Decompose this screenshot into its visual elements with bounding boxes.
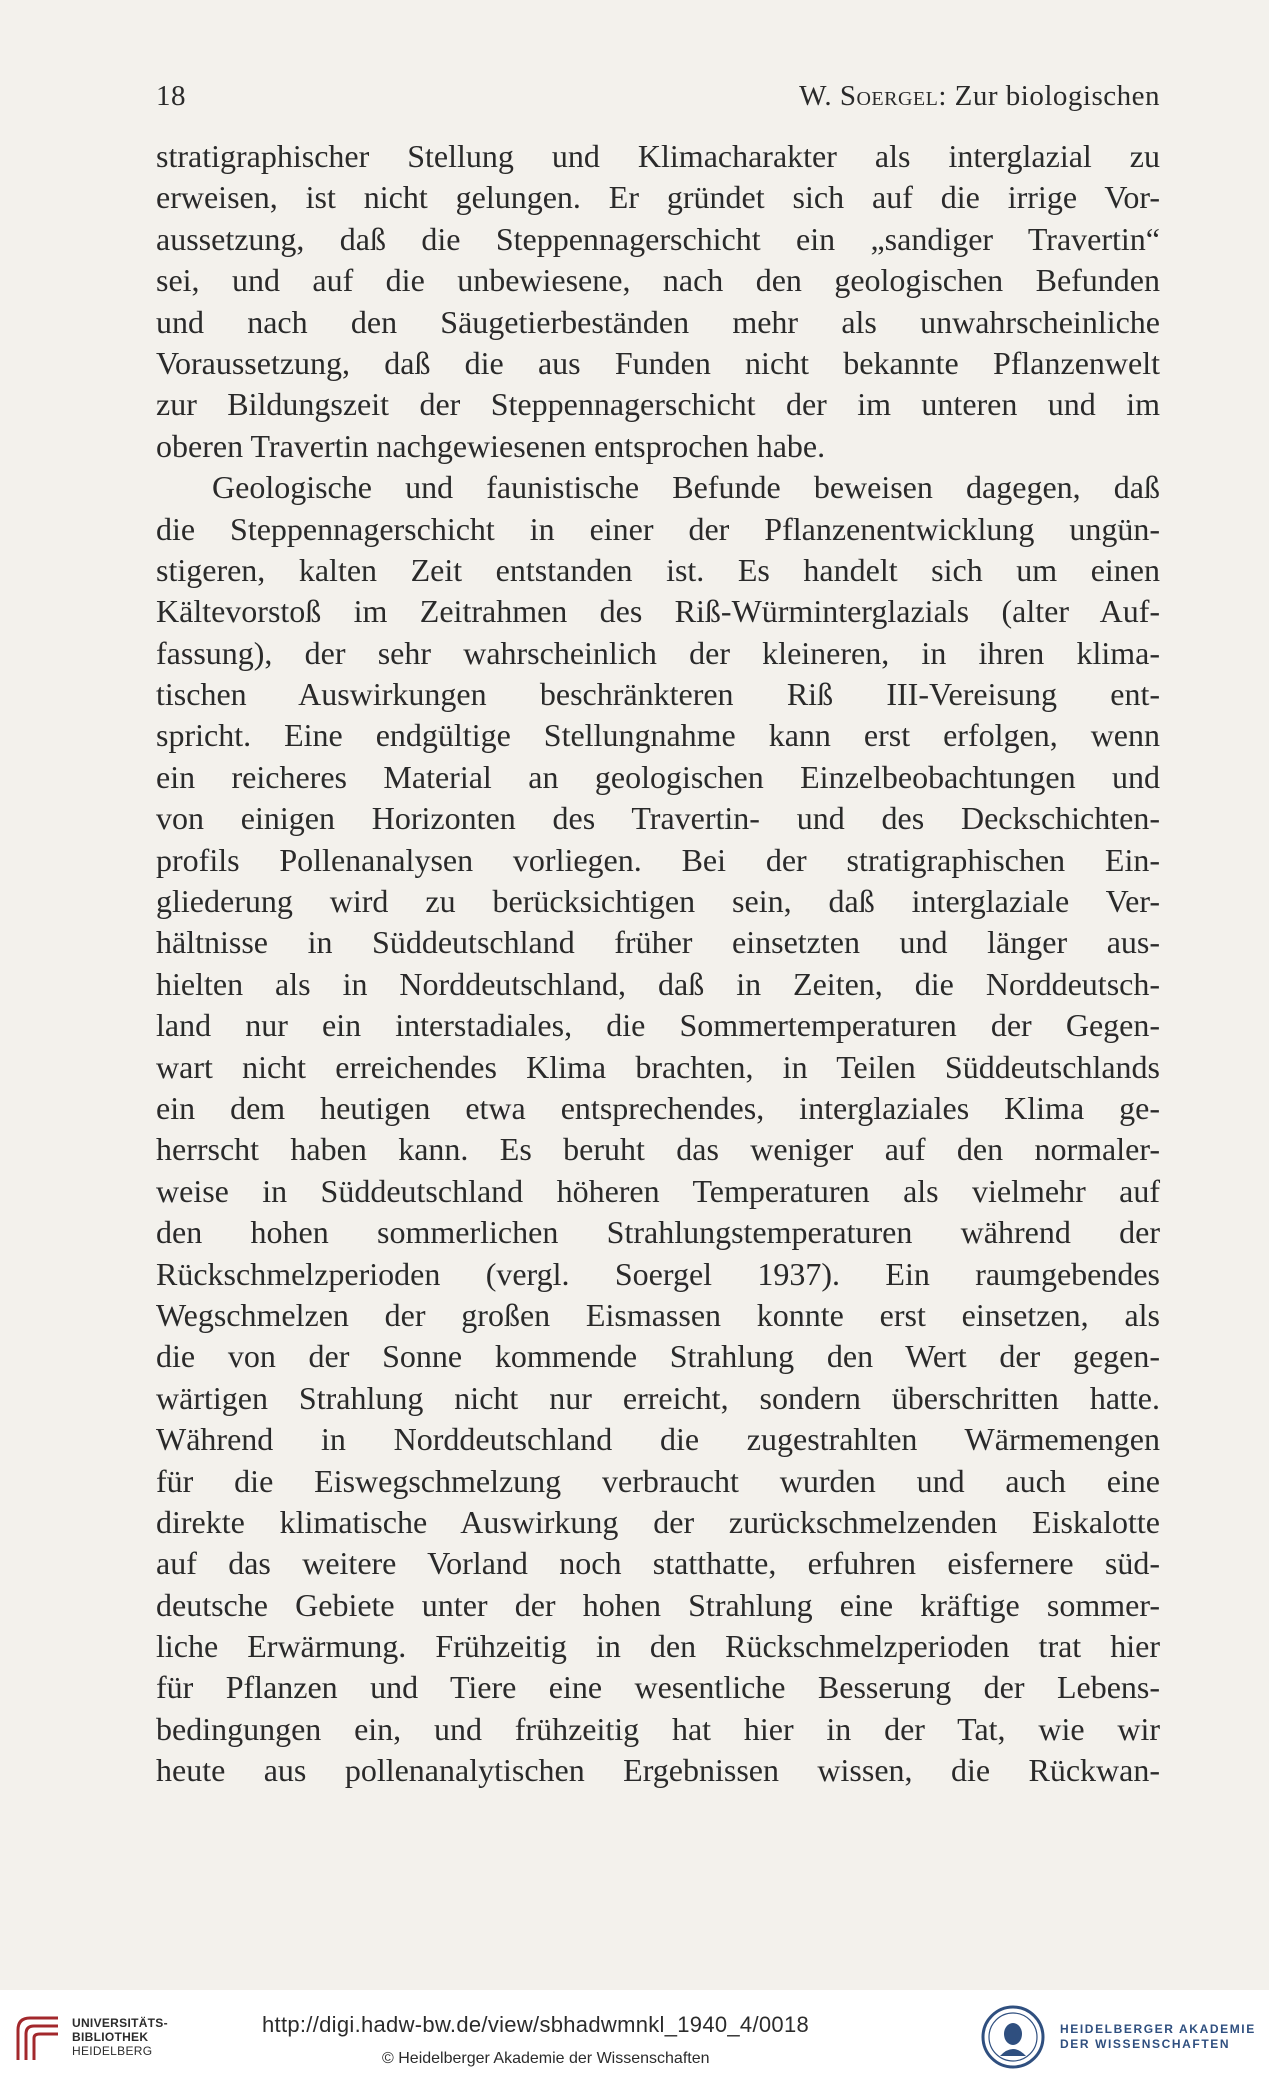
academy-seal-icon (980, 2004, 1046, 2070)
running-head-title (799, 80, 1160, 113)
text-line: tischen Auswirkungen beschränkteren Riß III-Vereisung ent- (156, 676, 1160, 713)
text-line: gliederung wird zu berücksichtigen sein, daß interglaziale Ver- (156, 883, 1160, 920)
text-line: Wegschmelzen der großen Eismassen konnte erst einsetzen, als (156, 1296, 1160, 1333)
text-line: die von der Sonne kommende Strahlung den Wert der gegen- (156, 1338, 1160, 1375)
page-number: 18 (156, 80, 186, 112)
library-logo-icon (14, 2008, 64, 2068)
text-line: bedingungen ein, und frühzeitig hat hier in der Tat, wie wir (156, 1710, 1160, 1747)
library-name-line: BIBLIOTHEK (72, 2030, 149, 2044)
text-line: wart nicht erreichendes Klima brachten, in Teilen Süddeutschlands (156, 1048, 1160, 1085)
text-line: fassung), der sehr wahrscheinlich der kleineren, in ihren klima- (156, 634, 1160, 671)
text-line: aussetzung, daß die Steppennagerschicht ein „sandiger Travertin“ (156, 220, 1160, 257)
text-line: für Pflanzen und Tiere eine wesentliche Besserung der Lebens- (156, 1669, 1160, 1706)
running-head-author: W. Soergel: (799, 80, 947, 112)
text-line: hältnisse in Süddeutschland früher einsetzten und länger aus- (156, 924, 1160, 961)
footer-bar (0, 1990, 1269, 2084)
body-text (156, 136, 1160, 1792)
text-line: hielten als in Norddeutschland, daß in Zeiten, die Norddeutsch- (156, 965, 1160, 1002)
text-line: ein reicheres Material an geologischen Einzelbeobachtungen und (156, 758, 1160, 795)
text-line: Geologische und faunistische Befunde beweisen dagegen, daß (212, 469, 1160, 506)
permalink-url[interactable]: http://digi.hadw-bw.de/view/sbhadwmnkl_1940_4/0018 (262, 2012, 810, 2037)
text-line: sei, und auf die unbewiesene, nach den geologischen Befunden (156, 262, 1160, 299)
text-line: Während in Norddeutschland die zugestrahlten Wärmemengen (156, 1421, 1160, 1458)
text-line: wärtigen Strahlung nicht nur erreicht, sondern überschritten hatte. (156, 1379, 1160, 1416)
text-line: von einigen Horizonten des Travertin- und des Deckschichten- (156, 800, 1160, 837)
text-line: die Steppennagerschicht in einer der Pflanzenentwicklung ungün- (156, 510, 1160, 547)
text-line: auf das weitere Vorland noch statthatte, erfuhren eisfernere süd- (156, 1545, 1160, 1582)
text-line: Voraussetzung, daß die aus Funden nicht bekannte Pflanzenwelt (156, 344, 1160, 381)
library-name-line: HEIDELBERG (72, 2044, 153, 2058)
text-line: profils Pollenanalysen vorliegen. Bei der stratigraphischen Ein- (156, 841, 1160, 878)
text-line: für die Eiswegschmelzung verbraucht wurden und auch eine (156, 1462, 1160, 1499)
text-line: spricht. Eine endgültige Stellungnahme kann erst erfolgen, wenn (156, 717, 1160, 754)
academy-name-line: HEIDELBERGER AKADEMIE (1060, 2022, 1256, 2036)
copyright-notice: © Heidelberger Akademie der Wissenschaften (382, 2050, 710, 2067)
text-line: Rückschmelzperioden (vergl. Soergel 1937). Ein raumgebendes (156, 1255, 1160, 1292)
text-line: direkte klimatische Auswirkung der zurückschmelzenden Eiskalotte (156, 1503, 1160, 1540)
text-line: Kältevorstoß im Zeitrahmen des Riß-Würminterglazials (alter Auf- (156, 593, 1160, 630)
running-head-subject: Zur biologischen (954, 80, 1160, 112)
text-line: ein dem heutigen etwa entsprechendes, interglaziales Klima ge- (156, 1089, 1160, 1126)
text-line: zur Bildungszeit der Steppennagerschicht der im unteren und im (156, 386, 1160, 423)
text-line: liche Erwärmung. Frühzeitig in den Rückschmelzperioden trat hier (156, 1628, 1160, 1665)
library-name-line: UNIVERSITÄTS- (72, 2016, 168, 2030)
text-line: und nach den Säugetierbeständen mehr als unwahrscheinliche (156, 303, 1160, 340)
text-line: deutsche Gebiete unter der hohen Strahlung eine kräftige sommer- (156, 1586, 1160, 1623)
academy-name-line: DER WISSENSCHAFTEN (1060, 2037, 1231, 2051)
text-line: den hohen sommerlichen Strahlungstemperaturen während der (156, 1214, 1160, 1251)
academy-name (1060, 2022, 1256, 2052)
text-line: stratigraphischer Stellung und Klimacharakter als interglazial zu (156, 138, 1160, 174)
text-line: land nur ein interstadiales, die Sommertemperaturen der Gegen- (156, 1007, 1160, 1044)
text-line: herrscht haben kann. Es beruht das weniger auf den normaler- (156, 1131, 1160, 1168)
text-line: heute aus pollenanalytischen Ergebnissen wissen, die Rückwan- (156, 1752, 1160, 1789)
text-line: weise in Süddeutschland höheren Temperaturen als vielmehr auf (156, 1172, 1160, 1209)
text-line: erweisen, ist nicht gelungen. Er gründet sich auf die irrige Vor- (156, 179, 1160, 216)
library-name (72, 2016, 168, 2058)
running-head (156, 80, 1160, 120)
text-line: oberen Travertin nachgewiesenen entsprochen habe. (156, 427, 826, 464)
text-line: stigeren, kalten Zeit entstanden ist. Es handelt sich um einen (156, 551, 1160, 588)
